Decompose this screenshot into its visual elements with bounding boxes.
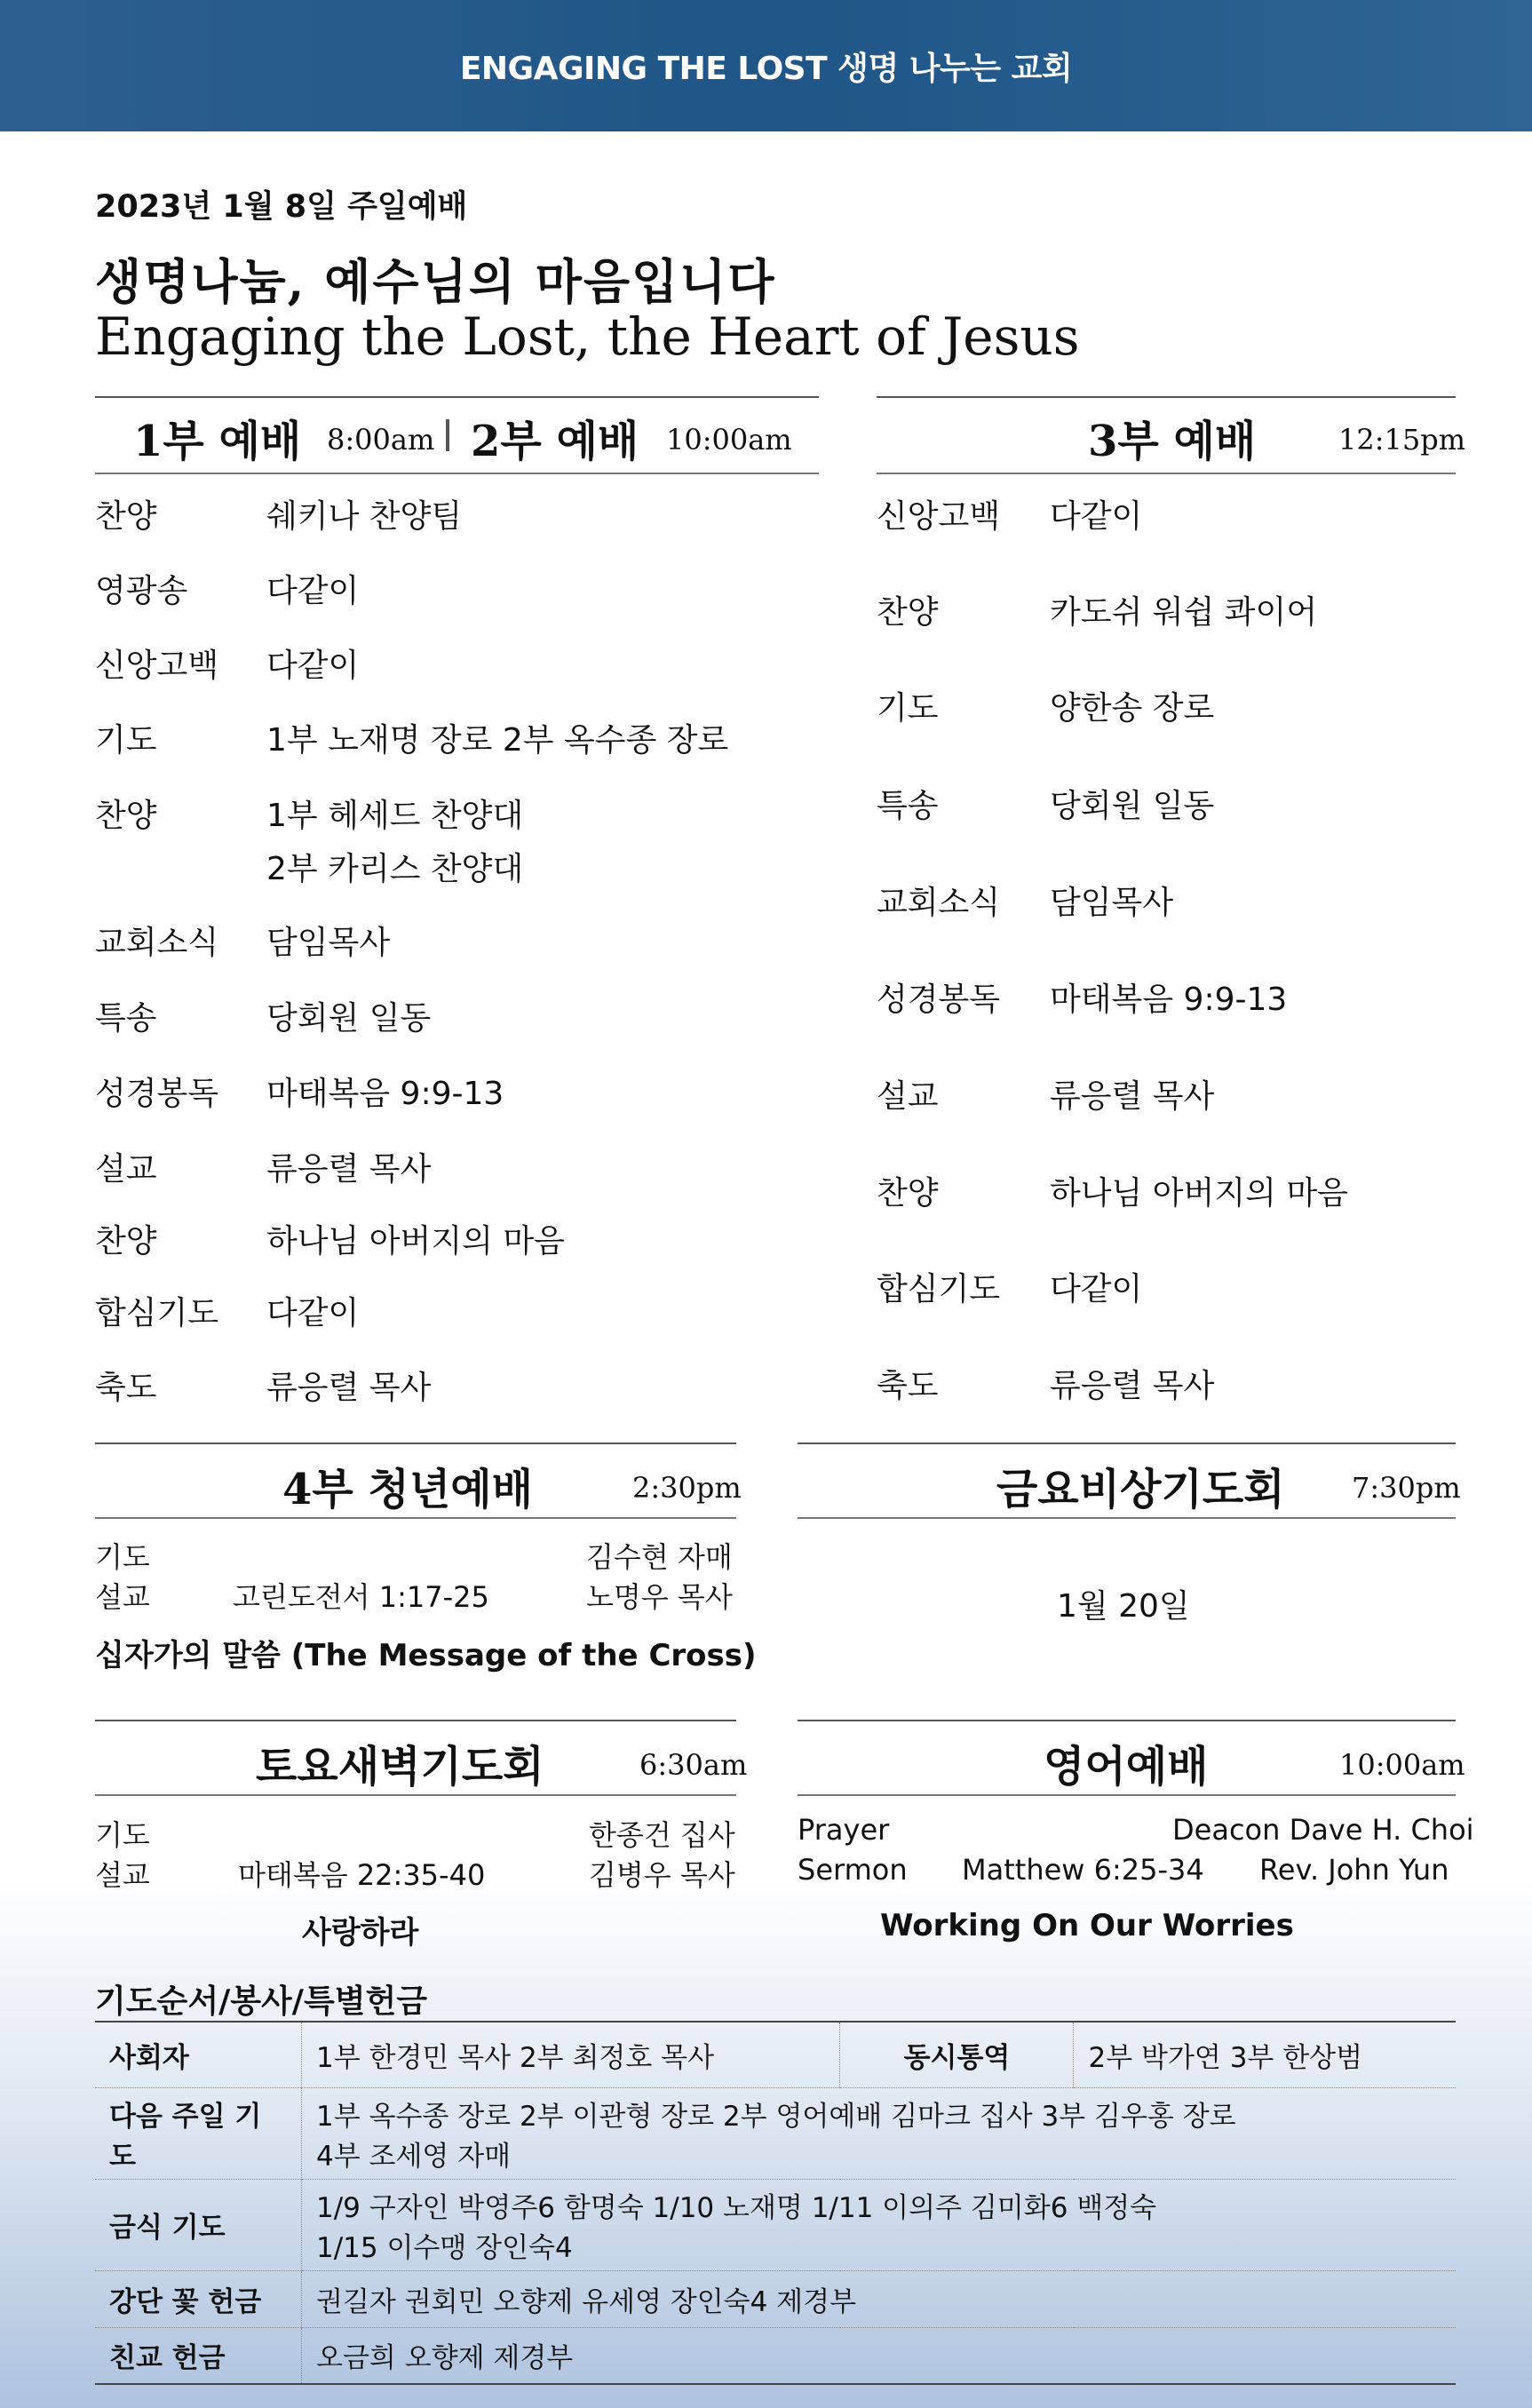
fasting-label: 금식 기도	[95, 2179, 302, 2270]
next-prayer-label: 다음 주일 기도	[95, 2087, 302, 2179]
scripture: 마태복음 22:35-40	[238, 1858, 486, 1892]
next-prayer-line: 4부 조세영 자매	[316, 2140, 512, 2173]
order-value: 류응렬 목사	[266, 1370, 432, 1406]
interp-value: 2부 박가연 3부 한상범	[1074, 2022, 1456, 2087]
order-value: 류응렬 목사	[1050, 1078, 1215, 1115]
table-row	[95, 2087, 1456, 2179]
order-label: 신앙고백	[877, 498, 1001, 535]
english-time: 10:00am	[1339, 1748, 1465, 1782]
friday-date: 1월 20일	[1057, 1588, 1190, 1625]
service2-heading: 2부 예배	[471, 417, 639, 466]
order-value: 다같이	[1050, 498, 1143, 535]
sermon-title: Working On Our Worries	[880, 1908, 1294, 1943]
order-label: 성경봉독	[877, 981, 1001, 1018]
scripture: Matthew 6:25-34	[962, 1853, 1204, 1887]
host-label: 사회자	[95, 2022, 302, 2087]
order-value: 1부 헤세드 찬양대	[266, 798, 524, 834]
order-label: 축도	[95, 1370, 157, 1406]
order-label: 영광송	[95, 573, 188, 609]
order-label: 설교	[877, 1078, 939, 1115]
divider	[877, 473, 1456, 474]
preacher: 김병우 목사	[589, 1858, 735, 1892]
service4-heading: 4부 청년예배	[282, 1465, 533, 1514]
divider	[95, 1442, 736, 1444]
divider	[95, 1517, 736, 1519]
fellowship-value: 오금희 오향제 제경부	[302, 2327, 1457, 2384]
order-label: 합심기도	[877, 1271, 1001, 1307]
saturday-time: 6:30am	[639, 1748, 748, 1782]
order-value: 당회원 일동	[266, 1000, 432, 1037]
host-value: 1부 한경민 목사 2부 최정호 목사	[302, 2022, 840, 2087]
divider	[95, 1794, 736, 1796]
sermon-label: 설교	[95, 1580, 150, 1614]
order-value: 류응렬 목사	[266, 1151, 432, 1188]
fasting-line: 1/9 구자인 박영주6 함명숙 1/10 노재명 1/11 이의주 김미화6 백정숙	[316, 2191, 1157, 2224]
order-label: 기도	[95, 722, 157, 759]
service1-heading: 1부 예배	[133, 417, 302, 466]
prayer-person: 한종건 집사	[589, 1818, 735, 1852]
divider	[798, 1794, 1456, 1796]
service1-time: 8:00am	[327, 423, 435, 457]
order-label: 축도	[877, 1368, 939, 1404]
order-value: 하나님 아버지의 마음	[266, 1223, 565, 1260]
order-value: 담임목사	[266, 925, 391, 961]
order-label: 찬양	[95, 798, 157, 834]
flower-value: 권길자 권회민 오향제 유세영 장인숙4 제경부	[302, 2270, 1457, 2327]
service3-time: 12:15pm	[1338, 423, 1466, 457]
prayer-label: 기도	[95, 1818, 150, 1852]
next-prayer-line: 1부 옥수종 장로 2부 이관형 장로 2부 영어예배 김마크 집사 3부 김우홍 장로	[316, 2100, 1236, 2133]
flower-label: 강단 꽃 헌금	[95, 2270, 302, 2327]
order-label: 찬양	[877, 594, 939, 631]
info-table	[95, 2021, 1456, 2385]
service-date: 2023년 1월 8일 주일예배	[95, 189, 468, 225]
prayer-label: Prayer	[798, 1813, 890, 1847]
order-value: 류응렬 목사	[1050, 1368, 1215, 1404]
sermon-title: 십자가의 말씀 (The Message of the Cross)	[95, 1638, 757, 1673]
preacher: 노명우 목사	[586, 1580, 733, 1614]
order-value: 1부 노재명 장로 2부 옥수종 장로	[266, 722, 729, 759]
order-value: 2부 카리스 찬양대	[266, 851, 524, 887]
order-value: 마태복음 9:9-13	[266, 1076, 504, 1112]
table-row	[95, 2179, 1456, 2270]
next-prayer-value	[302, 2087, 1457, 2179]
friday-time: 7:30pm	[1352, 1471, 1461, 1505]
order-value: 다같이	[266, 573, 360, 609]
divider	[798, 1517, 1456, 1519]
order-label: 신앙고백	[95, 648, 219, 684]
interp-label: 동시통역	[840, 2022, 1074, 2087]
preacher: Rev. John Yun	[1259, 1853, 1449, 1887]
fellowship-label: 친교 헌금	[95, 2327, 302, 2384]
header-banner: ENGAGING THE LOST 생명 나누는 교회	[0, 0, 1532, 131]
fasting-line: 1/15 이수맹 장인숙4	[316, 2231, 573, 2264]
sermon-label: 설교	[95, 1858, 150, 1892]
order-value: 다같이	[1050, 1271, 1143, 1307]
order-label: 교회소식	[877, 885, 1001, 921]
divider	[95, 396, 819, 398]
separator-bar	[446, 419, 449, 451]
table-row	[95, 2022, 1456, 2087]
order-label: 설교	[95, 1151, 157, 1188]
order-label: 특송	[877, 788, 939, 824]
order-value: 하나님 아버지의 마음	[1050, 1175, 1348, 1212]
divider	[95, 1720, 736, 1721]
order-value: 다같이	[266, 648, 360, 684]
service3-heading: 3부 예배	[1088, 417, 1257, 466]
order-value: 양한송 장로	[1050, 690, 1215, 727]
order-value: 다같이	[266, 1295, 360, 1331]
sermon-title: 사랑하라	[302, 1915, 419, 1951]
divider	[798, 1720, 1456, 1721]
order-value: 마태복음 9:9-13	[1050, 981, 1288, 1018]
order-label: 특송	[95, 1000, 157, 1037]
divider	[798, 1442, 1456, 1444]
sermon-label: Sermon	[798, 1853, 908, 1887]
order-label: 교회소식	[95, 925, 219, 961]
table-row	[95, 2270, 1456, 2327]
divider	[95, 473, 819, 474]
prayer-label: 기도	[95, 1540, 150, 1574]
english-heading: 영어예배	[1044, 1742, 1209, 1792]
scripture: 고린도전서 1:17-25	[233, 1580, 489, 1614]
title-english: Engaging the Lost, the Heart of Jesus	[95, 306, 1080, 367]
order-value: 담임목사	[1050, 885, 1174, 921]
order-label: 찬양	[95, 1223, 157, 1260]
prayer-person: Deacon Dave H. Choi	[1172, 1813, 1474, 1847]
order-label: 성경봉독	[95, 1076, 219, 1112]
table-row	[95, 2327, 1456, 2384]
order-value: 쉐키나 찬양팀	[266, 498, 463, 535]
order-value: 당회원 일동	[1050, 788, 1215, 824]
order-label: 합심기도	[95, 1295, 219, 1331]
fasting-value	[302, 2179, 1457, 2270]
divider	[877, 396, 1456, 398]
order-label: 기도	[877, 690, 939, 727]
info-heading: 기도순서/봉사/특별헌금	[95, 1983, 428, 2020]
order-label: 찬양	[95, 498, 157, 535]
friday-heading: 금요비상기도회	[996, 1465, 1285, 1514]
prayer-person: 김수현 자매	[586, 1540, 733, 1574]
order-label: 찬양	[877, 1175, 939, 1212]
saturday-heading: 토요새벽기도회	[256, 1742, 544, 1792]
service2-time: 10:00am	[666, 423, 792, 457]
service4-time: 2:30pm	[632, 1471, 742, 1505]
title-korean: 생명나눔, 예수님의 마음입니다	[95, 253, 776, 310]
order-value: 카도쉬 워쉽 콰이어	[1050, 594, 1318, 631]
